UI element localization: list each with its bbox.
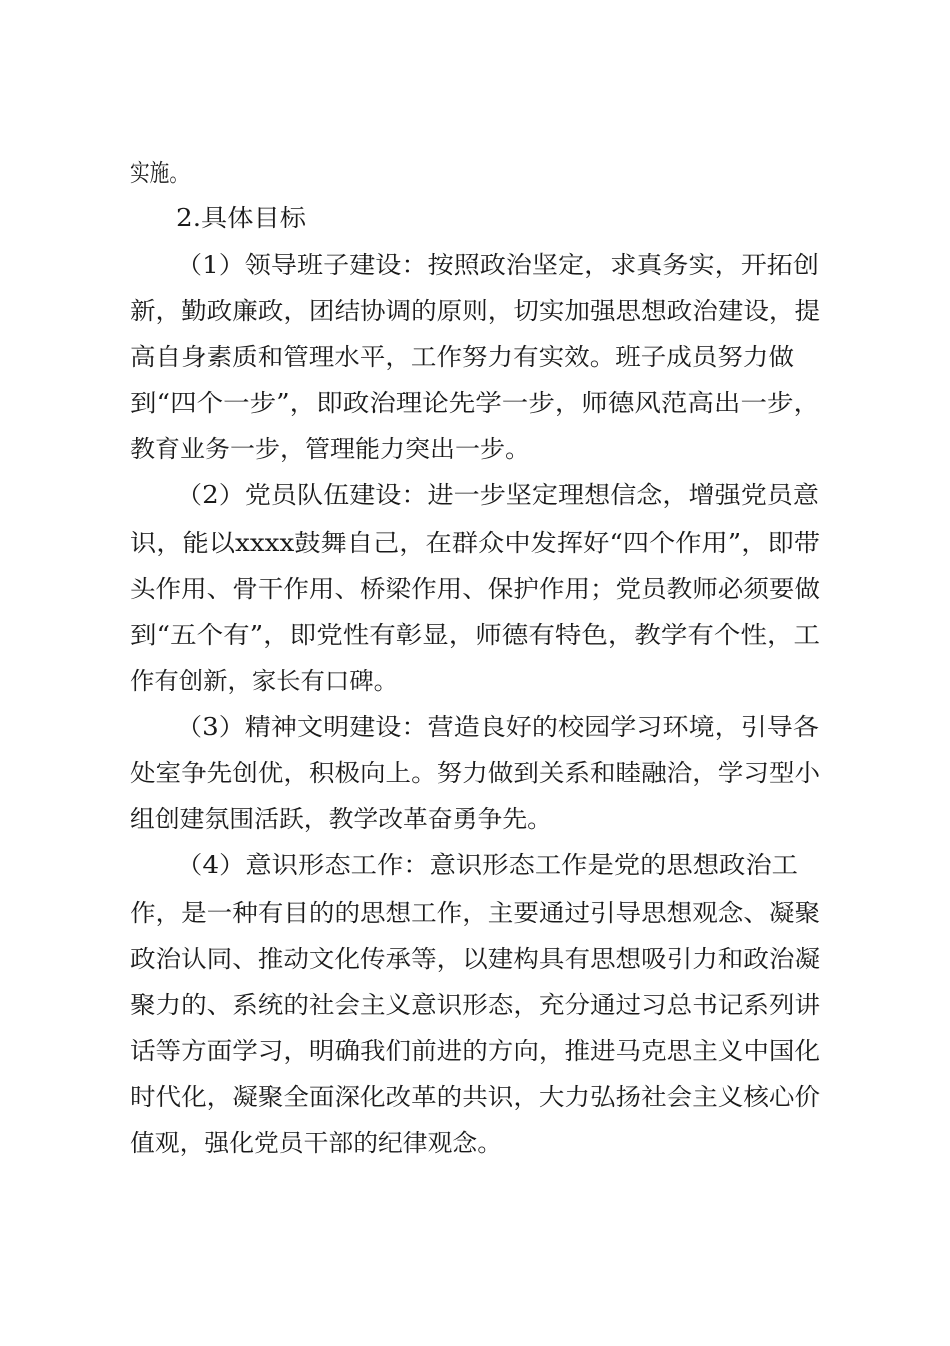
- text-line: 聚力的、系统的社会主义意识形态，充分通过习总书记系列讲: [130, 991, 820, 1019]
- text-line: 实施。: [130, 159, 189, 187]
- text-line: 值观，强化党员干部的纪律观念。: [130, 1129, 502, 1157]
- text-line: 到“四个一步”，即政治理论先学一步，师德风范高出一步，: [130, 389, 820, 417]
- text-line: 头作用、骨干作用、桥梁作用、保护作用；党员教师必须要做: [130, 575, 820, 603]
- text-line: （3）精神文明建设：营造良好的校园学习环境，引导各: [176, 713, 819, 741]
- text-line: （4）意识形态工作：意识形态工作是党的思想政治工: [176, 851, 798, 879]
- section-heading: 2.具体目标: [176, 204, 306, 232]
- text-line: 处室争先创优，积极向上。努力做到关系和睦融洽，学习型小: [130, 759, 820, 787]
- text-line: 作，是一种有目的的思想工作，主要通过引导思想观念、凝聚: [130, 899, 820, 927]
- text-line: （1）领导班子建设：按照政治坚定，求真务实，开拓创: [176, 251, 819, 279]
- text-line: 教育业务一步，管理能力突出一步。: [130, 435, 530, 463]
- text-line: 作有创新，家长有口碑。: [130, 667, 398, 695]
- text-line: 高自身素质和管理水平，工作努力有实效。班子成员努力做: [130, 343, 794, 371]
- text-line: 识，能以xxxx鼓舞自己，在群众中发挥好“四个作用”，即带: [130, 529, 820, 557]
- text-line: 政治认同、推动文化传承等，以建构具有思想吸引力和政治凝: [130, 945, 820, 973]
- text-line: （2）党员队伍建设：进一步坚定理想信念，增强党员意: [176, 481, 819, 509]
- text-line: 到“五个有”，即党性有彰显，师德有特色，教学有个性，工: [130, 621, 820, 649]
- text-line: 新，勤政廉政，团结协调的原则，切实加强思想政治建设，提: [130, 297, 820, 325]
- text-line: 组创建氛围活跃，教学改革奋勇争先。: [130, 805, 552, 833]
- text-line: 时代化，凝聚全面深化改革的共识，大力弘扬社会主义核心价: [130, 1083, 820, 1111]
- text-line: 话等方面学习，明确我们前进的方向，推进马克思主义中国化: [130, 1037, 820, 1065]
